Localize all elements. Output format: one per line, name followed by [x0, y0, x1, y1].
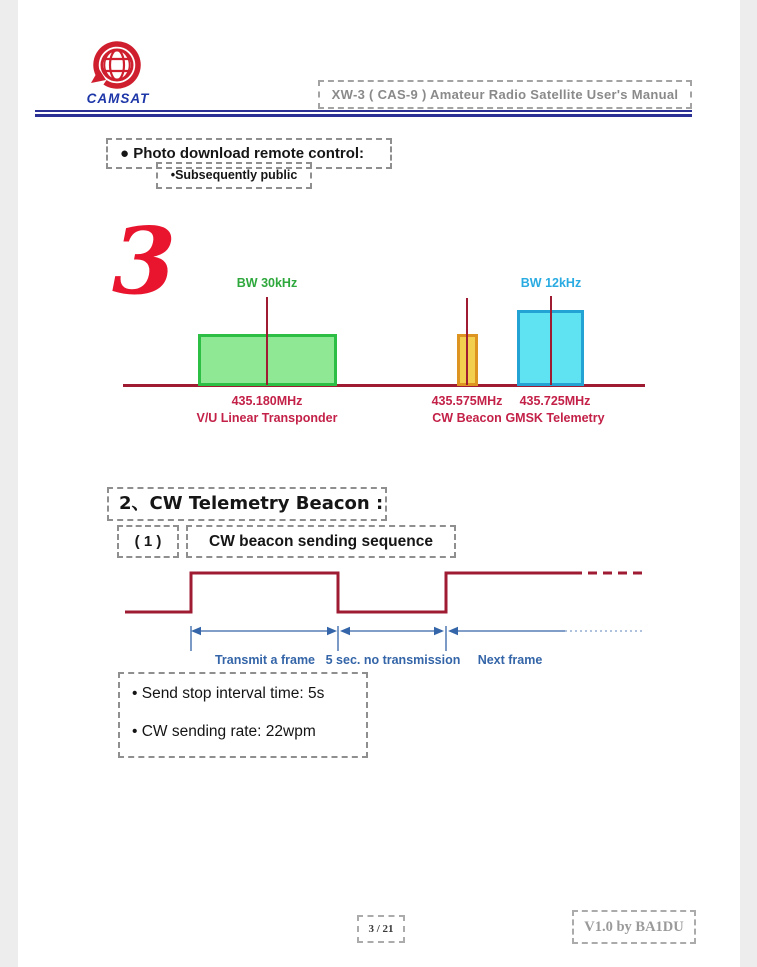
phase-next-frame-label: Next frame: [477, 653, 543, 667]
transponder-center-line: [266, 297, 268, 385]
cw-item-number: ( 1 ): [117, 525, 179, 558]
telemetry-frequency: 435.725MHz: [519, 394, 591, 408]
phase-transmit-label: Transmit a frame: [214, 653, 316, 667]
camsat-logo-icon: [84, 40, 152, 92]
header-rule-bottom: [35, 114, 692, 117]
version-label: V1.0 by BA1DU: [572, 910, 696, 944]
document-title: XW-3 ( CAS-9 ) Amateur Radio Satellite User's Manual: [318, 80, 692, 109]
note-sending-rate: • CW sending rate: 22wpm: [132, 723, 316, 740]
transponder-name: V/U Linear Transponder: [196, 411, 338, 425]
cw-timing-waveform: [110, 560, 655, 660]
page-right-margin: [740, 0, 757, 967]
cw-notes-box: [118, 672, 368, 758]
page-number: 3 / 21: [357, 915, 405, 943]
brand-name: CAMSAT: [86, 91, 150, 106]
page-left-margin: [0, 0, 18, 967]
note-stop-interval: • Send stop interval time: 5s: [132, 685, 325, 702]
telemetry-center-line: [550, 296, 552, 385]
cw-beacon-center-line: [466, 298, 468, 385]
cw-beacon-frequency: 435.575MHz: [431, 394, 503, 408]
transponder-bw-label: BW 30kHz: [236, 276, 298, 290]
transponder-frequency: 435.180MHz: [231, 394, 303, 408]
photo-download-note: •Subsequently public: [156, 162, 312, 189]
cw-item-title: CW beacon sending sequence: [186, 525, 456, 558]
telemetry-bw-label: BW 12kHz: [520, 276, 582, 290]
cw-beacon-name: CW Beacon: [432, 411, 502, 425]
figure-number: 3: [112, 207, 177, 315]
telemetry-name: GMSK Telemetry: [505, 411, 605, 425]
cw-section-heading: 2、CW Telemetry Beacon :: [107, 487, 387, 521]
photo-download-heading: ● Photo download remote control:: [106, 138, 392, 169]
phase-pause-label: 5 sec. no transmission: [325, 653, 461, 667]
header-rule-top: [35, 110, 692, 112]
